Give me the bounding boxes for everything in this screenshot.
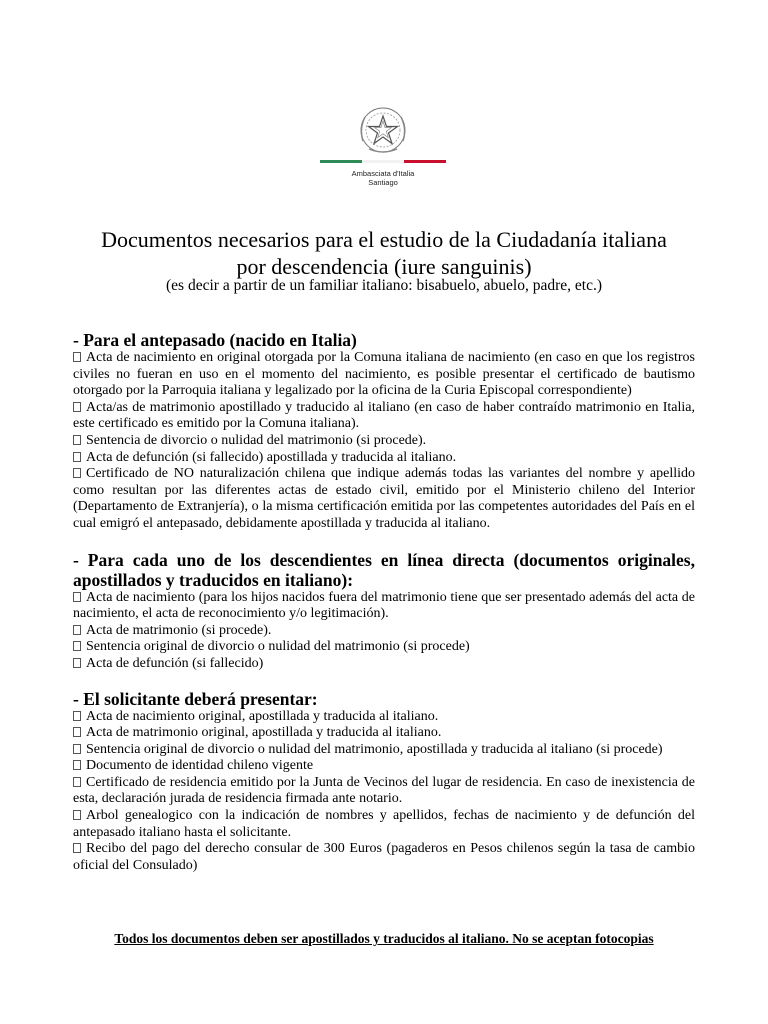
- document-title: [40, 226, 728, 280]
- title-line-2: por descendencia (iure sanguinis): [236, 254, 532, 279]
- embassy-line-2: Santiago: [368, 178, 398, 187]
- list-item-text: Acta de matrimonio (si procede).: [86, 622, 272, 638]
- embassy-name: [300, 169, 466, 187]
- checkbox-icon: [73, 435, 81, 445]
- checkbox-icon: [73, 843, 81, 853]
- list-item-text: Acta de nacimiento original, apostillada y traducida al italiano.: [86, 708, 439, 724]
- section-descendants: [73, 550, 695, 673]
- footer-note: Todos los documentos deben ser apostillados y traducidos al italiano. No se aceptan fotocopias: [114, 931, 654, 946]
- checkbox-icon: [73, 402, 81, 412]
- list-item: [73, 841, 695, 874]
- list-item-text: Sentencia original de divorcio o nulidad del matrimonio (si procede): [86, 639, 470, 655]
- checkbox-icon: [73, 744, 81, 754]
- list-item: [73, 639, 695, 656]
- list-item: [73, 775, 695, 808]
- flag-white-stripe: [362, 160, 404, 163]
- list-item-text: Recibo del pago del derecho consular de 300 Euros (pagaderos en Pesos chilenos según la tasa de cambio oficial del Consulado): [73, 841, 695, 873]
- list-item-text: Acta de defunción (si fallecido): [86, 655, 264, 671]
- section-title: - El solicitante deberá presentar:: [73, 688, 318, 709]
- list-item: [73, 450, 695, 467]
- list-item: [73, 725, 695, 742]
- document-subtitle: (es decir a partir de un familiar italiano: bisabuelo, abuelo, padre, etc.): [166, 277, 602, 294]
- list-item: [73, 623, 695, 640]
- checkbox-icon: [73, 777, 81, 787]
- document-body: [73, 330, 695, 874]
- italian-flag-stripe: [320, 160, 446, 163]
- section-applicant: [73, 689, 695, 875]
- list-item: [73, 808, 695, 841]
- list-item-text: Arbol genealogico con la indicación de nombres y apellidos, fechas de nacimiento y de defunción del antepasado italiano hasta el solicitante.: [73, 808, 695, 840]
- checkbox-icon: [73, 625, 81, 635]
- checkbox-icon: [73, 452, 81, 462]
- list-item-text: Sentencia de divorcio o nulidad del matrimonio (si procede).: [86, 432, 427, 448]
- checkbox-icon: [73, 711, 81, 721]
- list-item: [73, 466, 695, 532]
- list-item-text: Acta de defunción (si fallecido) apostillada y traducida al italiano.: [86, 449, 457, 465]
- list-item: [73, 656, 695, 673]
- flag-red-stripe: [404, 160, 446, 163]
- italian-republic-emblem-icon: [355, 103, 411, 159]
- list-item-text: Certificado de NO naturalización chilena que indique además todas las variantes del nombre y apellido como resultan por las diferentes actas de estado civil, emitido por el Ministerio chileno del Interior (Departamento de Extranjería), o la misma certificación emitida por las competentes autoridades del País en el cual emigró el antepasado, debidamente apostillada y traducida al italiano.: [73, 466, 695, 531]
- checkbox-icon: [73, 727, 81, 737]
- list-item-text: Documento de identidad chileno vigente: [86, 758, 314, 774]
- embassy-line-1: Ambasciata d'Italia: [351, 169, 415, 178]
- checkbox-icon: [73, 352, 81, 362]
- section-title: - Para el antepasado (nacido en Italia): [73, 330, 357, 350]
- checkbox-icon: [73, 760, 81, 770]
- list-item-text: Acta de nacimiento en original otorgada por la Comuna italiana de nacimiento (en caso en que los registros civiles no fueran en uso en el momento del nacimiento, es posible presentar el certificado de bautismo otorgado por la Parroquia italiana y legalizado por la oficina de la Curia Episcopal correspondiente): [73, 350, 695, 399]
- section-title: - Para cada uno de los descendientes en línea directa (documentos originales, apostillados y traducidos en italiano):: [73, 549, 695, 590]
- list-item: [73, 742, 695, 759]
- checkbox-icon: [73, 468, 81, 478]
- checkbox-icon: [73, 592, 81, 602]
- list-item-text: Acta de matrimonio original, apostillada y traducida al italiano.: [86, 725, 442, 741]
- checkbox-icon: [73, 658, 81, 668]
- list-item: [73, 350, 695, 400]
- section-ancestor: [73, 330, 695, 533]
- list-item: [73, 709, 695, 726]
- list-item-text: Acta/as de matrimonio apostillado y traducido al italiano (en caso de haber contraído matrimonio en Italia, este certificado es emitido por la Comuna italiana).: [73, 399, 695, 432]
- checkbox-icon: [73, 641, 81, 651]
- list-item: [73, 758, 695, 775]
- list-item-text: Acta de nacimiento (para los hijos nacidos fuera del matrimonio tiene que ser presentado además del acta de nacimiento, el acta de reconocimiento y/o legitimación).: [73, 589, 695, 622]
- flag-green-stripe: [320, 160, 362, 163]
- title-line-1: Documentos necesarios para el estudio de la Ciudadanía italiana: [101, 227, 667, 252]
- list-item-text: Certificado de residencia emitido por la Junta de Vecinos del lugar de residencia. En caso de inexistencia de esta, declaración jurada de residencia firmada ante notario.: [73, 774, 695, 807]
- list-item: [73, 433, 695, 450]
- list-item-text: Sentencia original de divorcio o nulidad del matrimonio, apostillada y traducida al italiano (si procede): [86, 741, 663, 757]
- list-item: [73, 400, 695, 433]
- list-item: [73, 590, 695, 623]
- checkbox-icon: [73, 810, 81, 820]
